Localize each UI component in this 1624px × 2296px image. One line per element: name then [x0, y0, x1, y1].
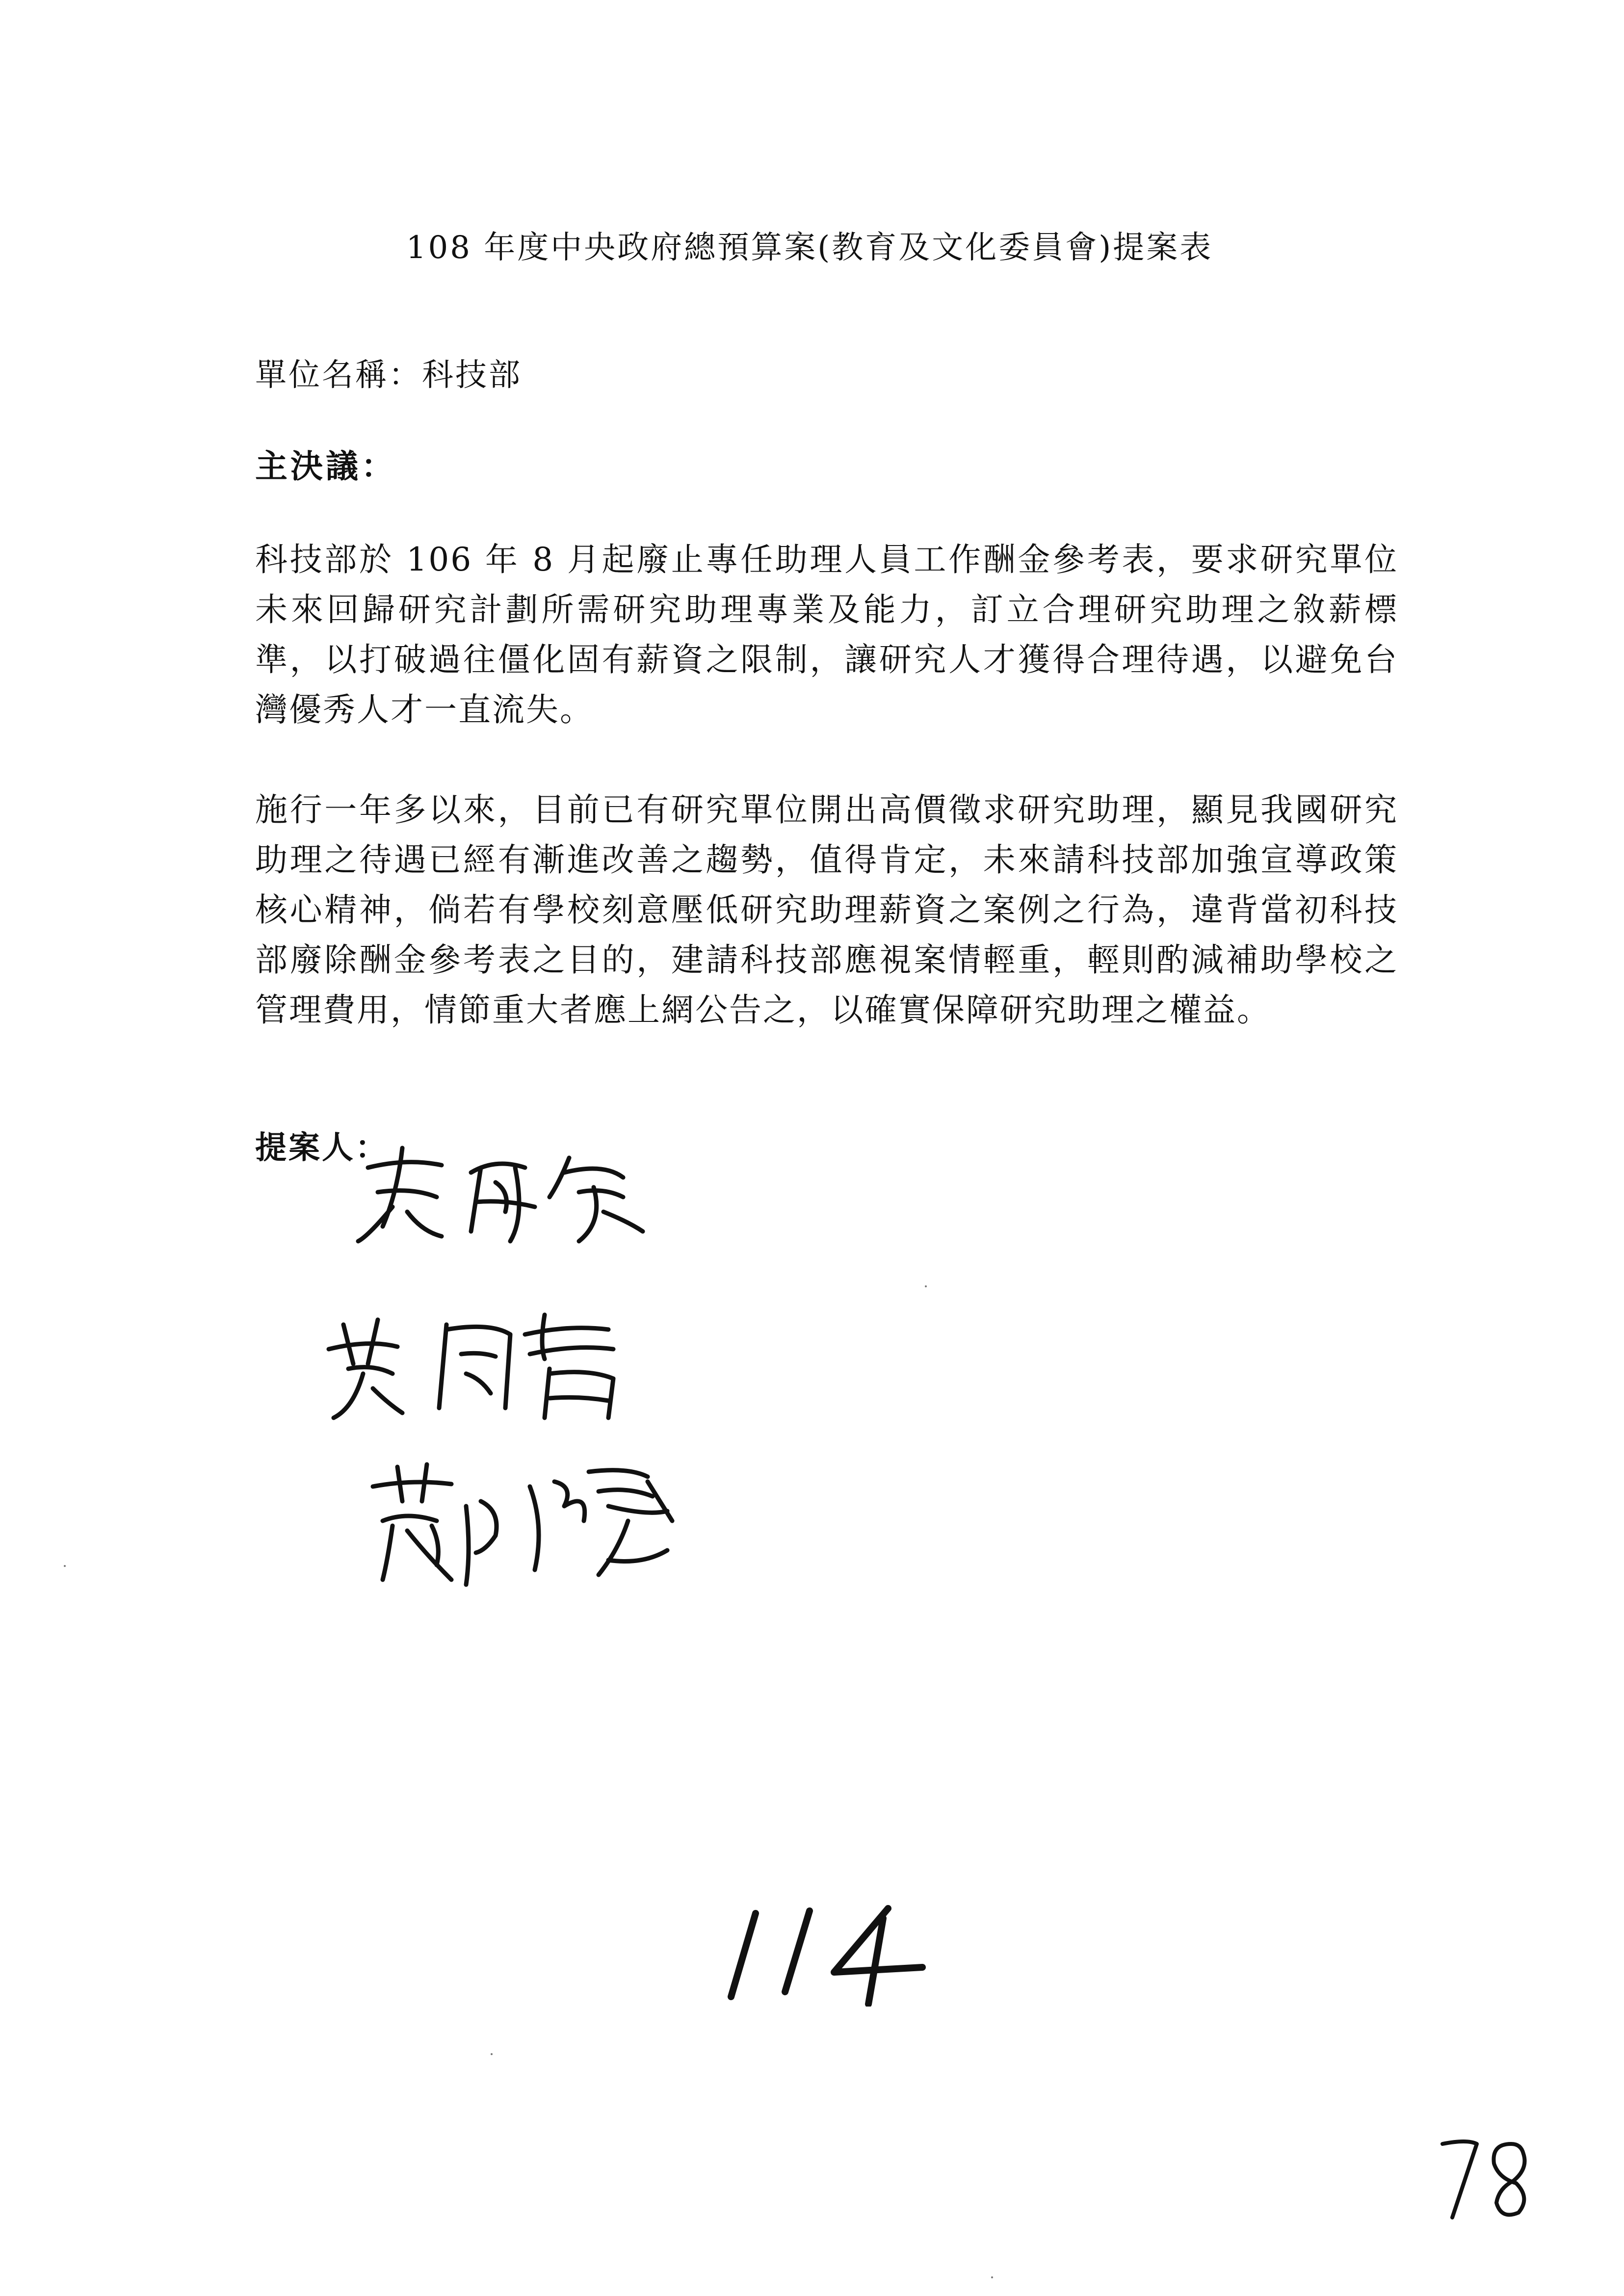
scan-speck: [925, 1285, 927, 1287]
signature-2: [314, 1295, 657, 1428]
signature-3: [353, 1452, 687, 1594]
handwritten-page-number: [1438, 2134, 1536, 2222]
proposer-label: 提案人：: [255, 1129, 389, 1166]
paragraph-2: 施行一年多以來，目前已有研究單位開出高價徵求研究助理，顯見我國研究助理之待遇已經有漸進改善之趨勢，值得肯定，未來請科技部加強宣導政策核心精神，倘若有學校刻意壓低研究助理薪資之案例之行為，違背當初科技部廢除酬金參考表之目的，建請科技部應視案情輕重，輕則酌減補助學校之管理費用，情節重大者應上網公告之，以確實保障研究助理之權益。: [255, 791, 1398, 1029]
handwritten-number: [721, 1899, 937, 2007]
scan-speck: [64, 1565, 66, 1567]
document-title: 108 年度中央政府總預算案(教育及文化委員會)提案表: [406, 230, 1213, 266]
paragraph-1: 科技部於 106 年 8 月起廢止專任助理人員工作酬金參考表，要求研究單位未來回歸研究計劃所需研究助理專業及能力，訂立合理研究助理之敘薪標準，以打破過往僵化固有薪資之限制，讓研究人才獲得合理待遇，以避免台灣優秀人才一直流失。: [255, 541, 1398, 729]
scan-speck: [991, 2276, 993, 2278]
unit-label: 單位名稱：: [255, 357, 422, 393]
unit-value: 科技部: [422, 357, 522, 393]
scan-speck: [491, 2053, 493, 2055]
resolution-heading: 主決議：: [255, 447, 396, 485]
signatures-block: [314, 1119, 707, 1599]
unit-row: [255, 351, 522, 400]
signature-1: [348, 1138, 662, 1251]
